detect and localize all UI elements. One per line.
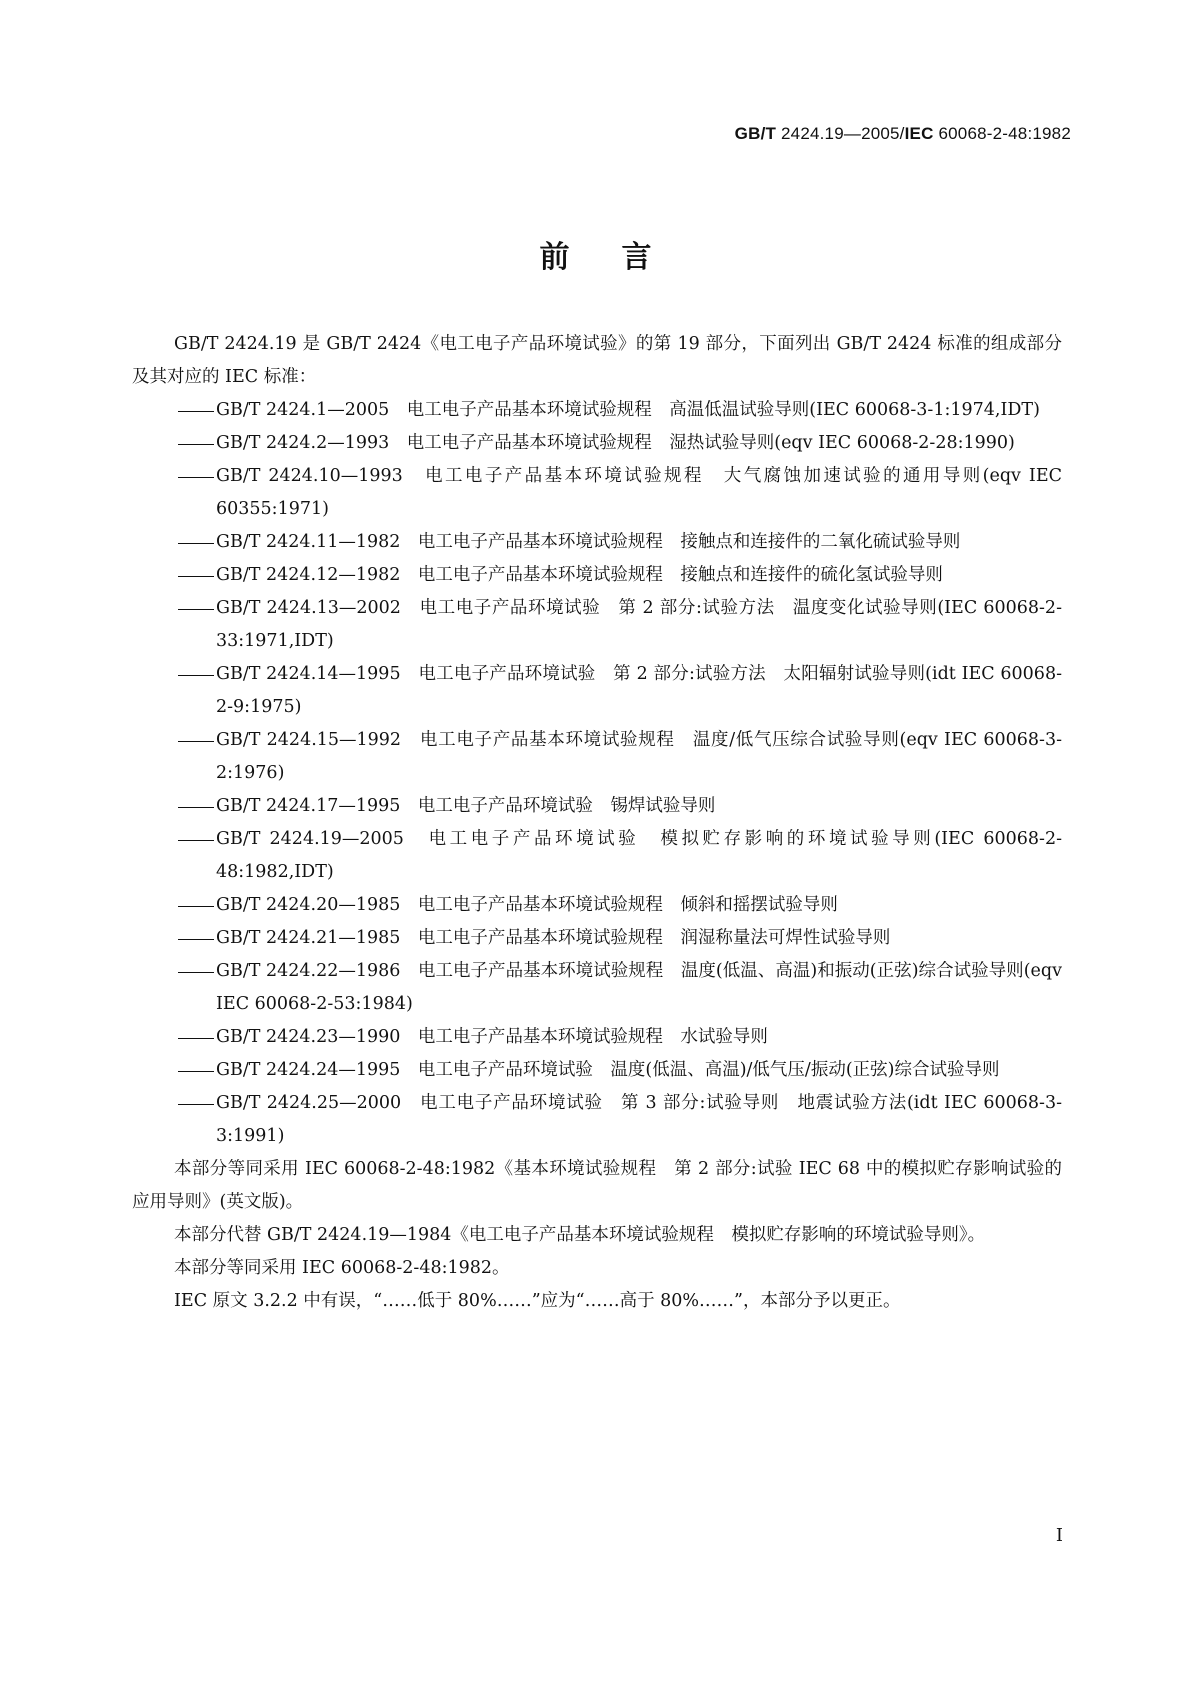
standard-list-item-text: GB/T 2424.23—1990 电工电子产品基本环境试验规程 水试验导则	[216, 1027, 768, 1047]
document-header-code: GB/T 2424.19—2005/IEC 60068-2-48:1982	[734, 124, 1071, 143]
standard-list-item-text: GB/T 2424.22—1986 电工电子产品基本环境试验规程 温度(低温、高温)和振动(正弦)综合试验导则(eqv IEC 60068-2-53:1984)	[216, 961, 1062, 1014]
body-paragraph: 本部分代替 GB/T 2424.19—1984《电工电子产品基本环境试验规程 模拟贮存影响的环境试验导则》。	[174, 1225, 986, 1245]
standard-list-item-text: GB/T 2424.17—1995 电工电子产品环境试验 锡焊试验导则	[216, 796, 716, 816]
body-paragraph: 本部分等同采用 IEC 60068-2-48:1982《基本环境试验规程 第 2 部分:试验 IEC 68 中的模拟贮存影响试验的应用导则》(英文版)。	[132, 1159, 1062, 1212]
standard-list-item	[132, 790, 1062, 823]
standard-list-item-text: GB/T 2424.11—1982 电工电子产品基本环境试验规程 接触点和连接件的二氧化硫试验导则	[216, 532, 961, 552]
standard-list-item-text: GB/T 2424.24—1995 电工电子产品环境试验 温度(低温、高温)/低气压/振动(正弦)综合试验导则	[216, 1060, 1000, 1080]
standard-list-item	[132, 955, 1062, 1021]
standard-list-item	[132, 592, 1062, 658]
standard-list-item	[132, 559, 1062, 592]
intro-paragraph: GB/T 2424.19 是 GB/T 2424《电工电子产品环境试验》的第 19 部分，下面列出 GB/T 2424 标准的组成部分及其对应的 IEC 标准：	[132, 334, 1062, 387]
standard-list-item-text: GB/T 2424.1—2005 电工电子产品基本环境试验规程 高温低温试验导则(IEC 60068-3-1:1974,IDT)	[216, 400, 1040, 420]
standard-list-item	[132, 460, 1062, 526]
standard-list-item-text: GB/T 2424.14—1995 电工电子产品环境试验 第 2 部分:试验方法 太阳辐射试验导则(idt IEC 60068-2-9:1975)	[216, 664, 1062, 717]
standard-list-item	[132, 724, 1062, 790]
standard-list-item-text: GB/T 2424.25—2000 电工电子产品环境试验 第 3 部分:试验导则 地震试验方法(idt IEC 60068-3-3:1991)	[216, 1093, 1062, 1146]
body-paragraph: IEC 原文 3.2.2 中有误，“……低于 80%……”应为“……高于 80%……”，本部分予以更正。	[174, 1291, 901, 1311]
standard-list-item-text: GB/T 2424.19—2005 电工电子产品环境试验 模拟贮存影响的环境试验导则(IEC 60068-2-48:1982,IDT)	[216, 829, 1062, 882]
standard-list-item	[132, 1087, 1062, 1153]
standard-list-item	[132, 889, 1062, 922]
closing-paragraphs	[132, 1153, 1062, 1318]
standard-list-item	[132, 1021, 1062, 1054]
foreword-body	[132, 328, 1062, 1318]
standard-list-item-text: GB/T 2424.21—1985 电工电子产品基本环境试验规程 润湿称量法可焊性试验导则	[216, 928, 891, 948]
standards-list	[132, 394, 1062, 1153]
standard-list-item	[132, 823, 1062, 889]
page-title: 前言	[539, 240, 704, 275]
standard-list-item	[132, 394, 1062, 427]
standard-list-item-text: GB/T 2424.20—1985 电工电子产品基本环境试验规程 倾斜和摇摆试验导则	[216, 895, 838, 915]
page-number: I	[1055, 1525, 1063, 1546]
standard-list-item	[132, 1054, 1062, 1087]
standard-list-item	[132, 658, 1062, 724]
standard-list-item-text: GB/T 2424.12—1982 电工电子产品基本环境试验规程 接触点和连接件的硫化氢试验导则	[216, 565, 943, 585]
standard-list-item	[132, 526, 1062, 559]
standard-list-item-text: GB/T 2424.13—2002 电工电子产品环境试验 第 2 部分:试验方法 温度变化试验导则(IEC 60068-2-33:1971,IDT)	[216, 598, 1062, 651]
body-paragraph: 本部分等同采用 IEC 60068-2-48:1982。	[174, 1258, 510, 1278]
standard-list-item-text: GB/T 2424.10—1993 电工电子产品基本环境试验规程 大气腐蚀加速试验的通用导则(eqv IEC 60355:1971)	[216, 466, 1062, 519]
standard-list-item	[132, 922, 1062, 955]
standard-list-item-text: GB/T 2424.2—1993 电工电子产品基本环境试验规程 湿热试验导则(eqv IEC 60068-2-28:1990)	[216, 433, 1015, 453]
standard-list-item	[132, 427, 1062, 460]
standard-list-item-text: GB/T 2424.15—1992 电工电子产品基本环境试验规程 温度/低气压综合试验导则(eqv IEC 60068-3-2:1976)	[216, 730, 1062, 783]
